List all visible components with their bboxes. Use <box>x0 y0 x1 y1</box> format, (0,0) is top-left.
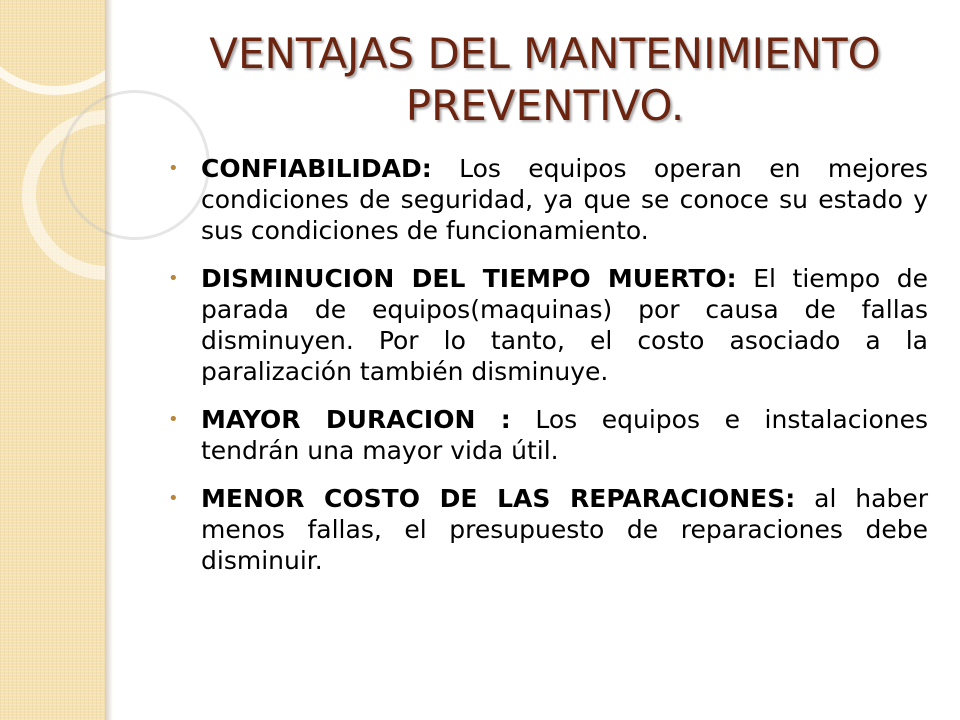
decorative-ring <box>0 0 150 95</box>
bullet-item-tiempo-muerto <box>166 263 928 387</box>
bullet-item-menor-costo <box>166 483 928 576</box>
bullet-term: DISMINUCION DEL TIEMPO MUERTO: <box>201 264 737 293</box>
bullet-item-confiabilidad <box>166 153 928 246</box>
bullet-term: MAYOR DURACION : <box>201 405 511 434</box>
bullet-dot-icon: • <box>168 158 179 179</box>
bullet-text: al haber menos fallas, el presupuesto de reparaciones debe disminuir. <box>201 484 928 575</box>
bullet-list <box>166 153 928 593</box>
bullet-dot-icon: • <box>168 268 179 289</box>
bullet-text: El tiempo de parada de equipos(maquinas) por causa de fallas disminuyen. Por lo tanto, el costo asociado a la paralización también disminuye. <box>201 264 928 386</box>
bullet-term: CONFIABILIDAD: <box>201 154 432 183</box>
bullet-term: MENOR COSTO DE LAS REPARACIONES: <box>201 484 796 513</box>
bullet-item-mayor-duracion <box>166 404 928 466</box>
bullet-dot-icon: • <box>168 409 179 430</box>
side-band-shadow <box>105 0 113 720</box>
bullet-text: Los equipos operan en mejores condiciones de seguridad, ya que se conoce su estado y sus condiciones de funcionamiento. <box>201 154 928 245</box>
bullet-dot-icon: • <box>168 488 179 509</box>
slide-title: VENTAJAS DEL MANTENIMIENTO PREVENTIVO. <box>209 29 881 130</box>
bullet-text: Los equipos e instalaciones tendrán una mayor vida útil. <box>201 405 928 465</box>
